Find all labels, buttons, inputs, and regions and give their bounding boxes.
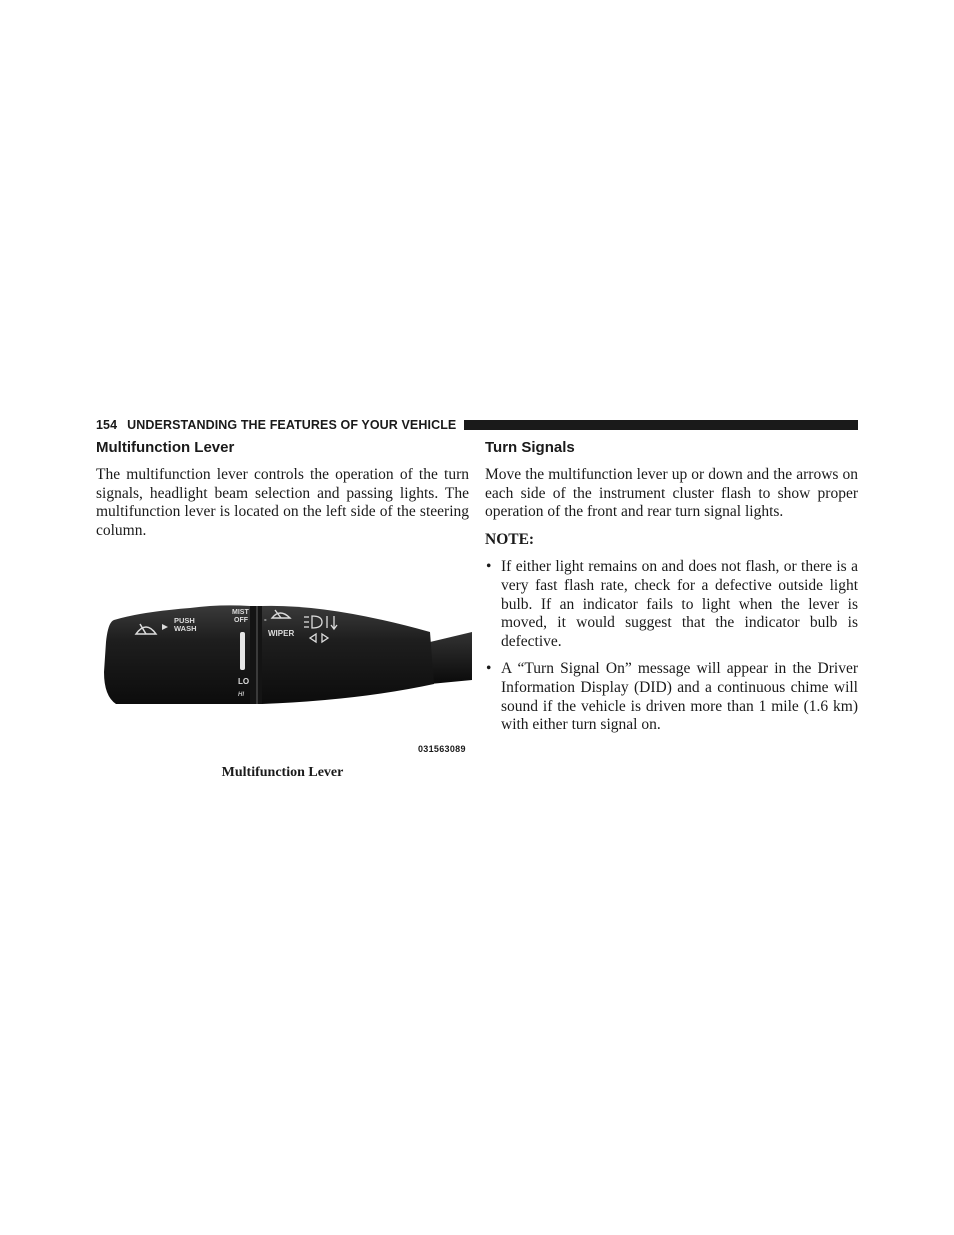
label-lo: LO xyxy=(238,677,250,686)
bullet-icon: • xyxy=(486,558,492,576)
multifunction-lever-paragraph: The multifunction lever controls the operation of the turn signals, headlight beam selection and passing lights. The multifunction lever is located on the left side of the steering column. xyxy=(96,466,469,539)
section-title: UNDERSTANDING THE FEATURES OF YOUR VEHICLE xyxy=(127,418,457,432)
label-mist: MIST xyxy=(232,609,249,616)
page-number: 154 xyxy=(96,418,118,432)
turn-signals-paragraph: Move the multifunction lever up or down and the arrows on each side of the instrument cluster flash to show proper operation of the front and rear turn signal lights. xyxy=(485,466,858,521)
figure-caption: Multifunction Lever xyxy=(221,765,344,780)
lever-stem xyxy=(430,632,472,684)
label-push: PUSH xyxy=(174,616,195,625)
turn-signals-heading: Turn Signals xyxy=(485,439,575,456)
lever-indicator-strip xyxy=(240,632,245,670)
note-label: NOTE: xyxy=(485,530,535,548)
lever-collar xyxy=(250,606,262,704)
header-text xyxy=(96,418,456,432)
left-column xyxy=(96,438,469,540)
label-off: OFF xyxy=(234,617,248,624)
note-bullet-1: If either light remains on and does not flash, or there is a very fast flash rate, check for a defective outside light bulb. If an indicator fails to light when the lever is moved, it would suggest that the indicator bulb is defective. xyxy=(501,558,858,650)
multifunction-lever-heading: Multifunction Lever xyxy=(96,439,235,456)
bullet-icon: • xyxy=(486,660,492,678)
right-column xyxy=(485,438,858,744)
page-header xyxy=(96,417,858,433)
label-minus: - xyxy=(264,615,267,624)
note-list xyxy=(485,558,858,734)
label-wiper: WIPER xyxy=(268,629,295,638)
lever-rotary xyxy=(262,606,434,704)
multifunction-lever-illustration xyxy=(100,572,472,758)
header-rule xyxy=(464,420,858,430)
label-wash: WASH xyxy=(174,624,197,633)
figure-id: 031563089 xyxy=(418,744,466,754)
list-item xyxy=(485,660,858,734)
label-hi: HI xyxy=(238,692,244,698)
note-bullet-2: A “Turn Signal On” message will appear in the Driver Information Display (DID) and a continuous chime will sound if the vehicle is driven more than 1 mile (1.6 km) with either turn signal on. xyxy=(501,660,858,734)
list-item xyxy=(485,558,858,651)
